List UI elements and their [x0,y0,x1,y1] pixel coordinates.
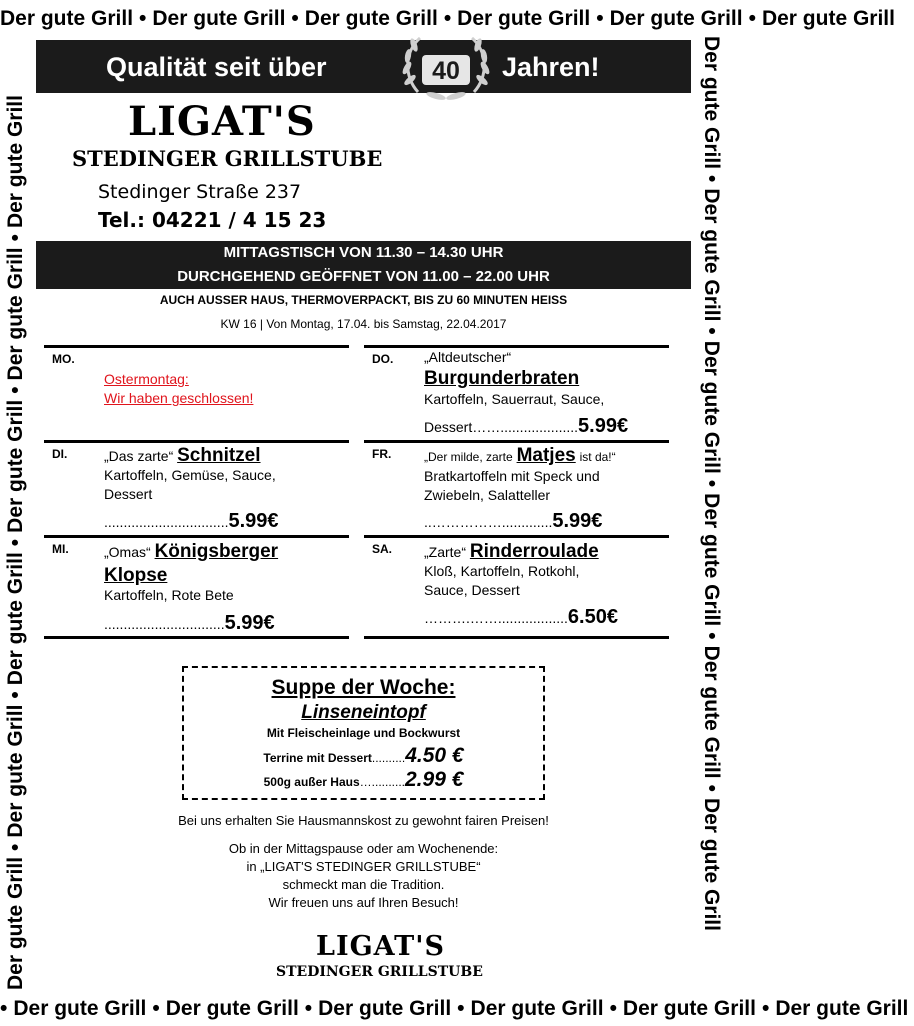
sa-desc2: Sauce, Dessert [424,582,520,598]
di-prefix: „Das zarte“ [104,448,174,464]
do-name: Burgunderbraten [424,368,580,389]
banner-number: 40 [432,57,460,85]
border-bullet: • [291,7,299,30]
do-price: 5.99€ [578,415,629,437]
mo-closed-line1: Ostermontag: [104,371,189,387]
border-bullet: • [457,997,465,1020]
price-row-mi [104,612,275,635]
rule-bottom-left [44,636,349,639]
border-bullet: • [0,997,8,1020]
dish-sa [424,542,669,600]
di-name: Schnitzel [177,445,261,466]
banner-right-text: Jahren! [502,52,600,82]
footer-line5: Wir freuen uns auf Ihren Besuch! [268,895,459,910]
day-fr: FR. [372,447,392,461]
border-text: Der gute Grill [4,399,27,533]
footer-line4: schmeckt man die Tradition. [282,877,445,892]
footer-text [36,812,691,912]
border-text: Der gute Grill [700,493,723,627]
footer-line1: Bei uns erhalten Sie Hausmannskost zu gewohnt fairen Preisen! [178,813,549,828]
border-text: Der gute Grill [304,7,438,30]
mi-prefix: „Omas“ [104,544,151,560]
dish-fr [424,446,674,505]
footer-logo-name: LIGAT'S [316,931,446,962]
price-row-sa [424,606,618,629]
soup-opt2-price: 2.99 € [405,768,464,791]
logo-subtitle: STEDINGER GRILLSTUBE [72,146,383,171]
border-text: Der gute Grill [4,856,27,990]
rule-di [44,440,349,443]
border-bullet: • [152,997,160,1020]
day-do: DO. [372,352,394,366]
rule-fr [364,440,669,443]
logo-name: LIGAT'S [128,98,316,145]
border-bullet: • [700,784,723,792]
di-dots: ................................ [104,514,229,530]
border-bullet: • [700,632,723,640]
phone: Tel.: 04221 / 4 15 23 [98,208,327,232]
border-bullet: • [700,327,723,335]
border-text: Der gute Grill [4,552,27,686]
border-bullet: • [443,7,452,30]
border-bullet: • [761,997,770,1020]
day-mi: MI. [52,542,69,556]
soup-opt1-label: Terrine mit Dessert [263,751,372,765]
soup-opt1-price: 4.50 € [405,744,464,767]
border-bullet: • [700,479,723,488]
border-strip-bottom [0,992,909,1026]
day-sa: SA. [372,542,393,556]
sa-prefix: „Zarte“ [424,544,466,560]
border-text: Der gute Grill [165,997,299,1020]
sa-desc1: Kloß, Kartoffeln, Rotkohl, [424,563,580,579]
takeaway-note: AUCH AUSSER HAUS, THERMOVERPACKT, BIS ZU 60 MINUTEN HEISS [159,293,568,307]
fr-suffix: ist da!“ [579,450,616,464]
dish-mi [104,542,344,605]
soup-name: Linseneintopf [301,702,426,723]
border-bullet: • [4,386,27,394]
border-text: Der gute Grill [775,997,909,1020]
day-di: DI. [52,447,68,461]
quality-banner [36,40,691,93]
fr-desc1: Bratkartoffeln mit Speck und [424,468,600,484]
border-text: Der gute Grill [152,7,286,30]
border-bullet: • [4,843,27,851]
soup-of-the-week-box [182,666,545,800]
di-desc2: Dessert [104,486,153,502]
do-desc2: Dessert [424,419,473,435]
fr-dots: ..……………............. [424,514,553,530]
sa-price: 6.50€ [567,606,618,628]
fr-price: 5.99€ [552,510,603,532]
mi-dots: ............................... [104,616,225,632]
do-prefix: „Altdeutscher“ [424,349,512,365]
rule-sa [364,535,669,538]
di-price: 5.99€ [228,510,279,532]
day-mo: MO. [52,352,75,366]
border-text: Der gute Grill [622,997,756,1020]
border-bullet: • [139,7,147,30]
fr-desc2: Zwiebeln, Salatteller [424,487,551,503]
soup-title: Suppe der Woche: [271,676,456,699]
price-row-di [104,510,279,533]
rule-mi [44,535,349,538]
dish-do [424,348,669,409]
do-desc1: Kartoffeln, Sauerraut, Sauce, [424,391,605,407]
border-bullet: • [304,997,313,1020]
dish-di [104,446,344,504]
sa-dots: ……….…….................. [424,610,568,626]
footer-logo-subtitle: STEDINGER GRILLSTUBE [276,964,483,980]
soup-opt2-label: 500g außer Haus [263,775,360,789]
border-strip-top [0,2,895,36]
footer-line2: Ob in der Mittagspause oder am Wochenende: [228,841,499,856]
address: Stedinger Straße 237 [98,181,302,203]
border-strip-right [695,36,727,990]
banner-left-text: Qualität seit über [106,52,327,82]
border-text: Der gute Grill [700,645,723,779]
border-bullet: • [4,538,27,547]
soup-desc: Mit Fleischeinlage und Bockwurst [266,726,461,740]
border-bullet: • [4,691,27,699]
border-bullet: • [4,234,27,242]
week-range: KW 16 | Von Montag, 17.04. bis Samstag, 22.04.2017 [220,317,507,331]
price-row-fr [424,510,602,533]
mi-name2: Klopse [104,565,168,586]
border-text: Der gute Grill [4,95,27,229]
border-bullet: • [700,175,723,183]
border-text: Der gute Grill [13,997,147,1020]
fr-prefix: „Der milde, zarte [424,450,513,464]
mi-price: 5.99€ [224,612,275,634]
footer-line3: in „LIGAT'S STEDINGER GRILLSTUBE“ [246,859,481,874]
border-text: Der gute Grill [457,7,591,30]
mo-closed-line2: Wir haben geschlossen! [104,390,254,406]
border-text: Der gute Grill [470,997,604,1020]
soup-opt2-dots: ….......... [359,775,405,789]
soup-option-terrine [184,744,543,768]
mi-name1: Königsberger [154,541,279,562]
border-text: Der gute Grill [700,36,723,170]
rule-bottom-right [364,636,669,639]
border-bullet: • [596,7,604,30]
di-desc1: Kartoffeln, Gemüse, Sauce, [104,467,276,483]
soup-opt1-dots: .......... [371,751,406,765]
mo-closed [104,370,253,408]
border-text: Der gute Grill [700,340,723,474]
fr-name: Matjes [516,445,576,466]
hours-lunch: MITTAGSTISCH VON 11.30 – 14.30 UHR [223,244,504,261]
opening-hours-banner [36,241,691,289]
border-text: Der gute Grill [4,704,27,838]
border-text: Der gute Grill [4,247,27,381]
border-text: Der gute Grill [700,797,723,931]
soup-option-takeaway [184,768,543,792]
border-bullet: • [609,997,617,1020]
price-row-do [424,415,628,438]
border-text: Der gute Grill [318,997,452,1020]
do-dots: …….................... [472,419,579,435]
border-text: Der gute Grill [609,7,743,30]
hours-open: DURCHGEHEND GEÖFFNET VON 11.00 – 22.00 UHR [177,268,550,285]
border-text: Der gute Grill [700,188,723,322]
border-text: Der gute Grill [0,7,134,30]
laurel-wreath-icon [396,32,496,102]
border-strip-left [0,36,32,990]
rule-mo [44,345,349,348]
border-text: Der gute Grill [761,7,895,30]
border-bullet: • [748,7,756,30]
sa-name: Rinderroulade [469,541,599,562]
mi-desc1: Kartoffeln, Rote Bete [104,587,234,603]
